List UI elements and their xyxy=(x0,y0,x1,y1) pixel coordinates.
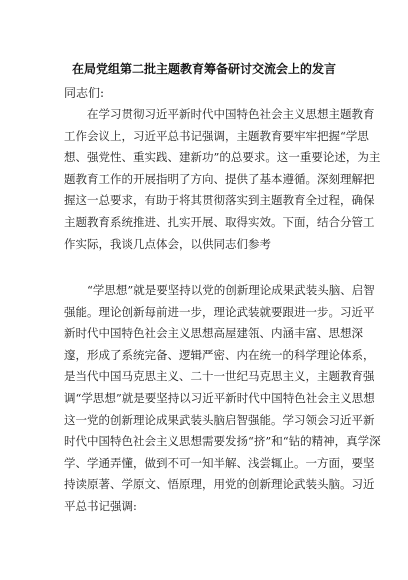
paragraph-text: 在学习贯彻习近平新时代中国特色社会主义思想主题教育工作会议上，习近平总书记强调，主题教育要牢牢把握“学思想、强党性、重实践、建新功”的总要求。这一重要论述，为主题教育工作的开展指明了方向、提供了基本遵循。深刻理解把握这一总要求，有助于将其贯彻落实到主题教育全过程，确保主题教育系统推进、扎实开展、取得实效。下面，结合分管工作实际，我谈几点体会，以供同志们参考 xyxy=(64,107,381,251)
salutation: 同志们: xyxy=(64,86,105,100)
paragraph-2 xyxy=(64,280,382,518)
document-title: 在局党组第二批主题教育筹备研讨交流会上的发言 xyxy=(71,62,336,76)
paragraph-text: “学思想”就是要坚持以党的创新理论成果武装头脑、启智强能。理论创新每前进一步，理论武装就要跟进一步。习近平新时代中国特色社会主义思想高屋建瓴、内涵丰富、思想深邃，形成了系统完备、逻辑严密、内在统一的科学理论体系，是当代中国马克思主义、二十一世纪马克思主义，主题教育强调“学思想”就是要坚持以习近平新时代中国特色社会主义思想这一党的创新理论成果武装头脑启智强能。学习领会习近平新时代中国特色社会主义思想需要发扬“挤”和“钻的精神，真学深学、学通弄懂，做到不可一知半解、浅尝辄止。一方面，要坚持读原著、学原文、悟原理，用党的创新理论武装头脑。习近平总书记强调: xyxy=(64,283,381,513)
paragraph-1 xyxy=(64,104,382,255)
